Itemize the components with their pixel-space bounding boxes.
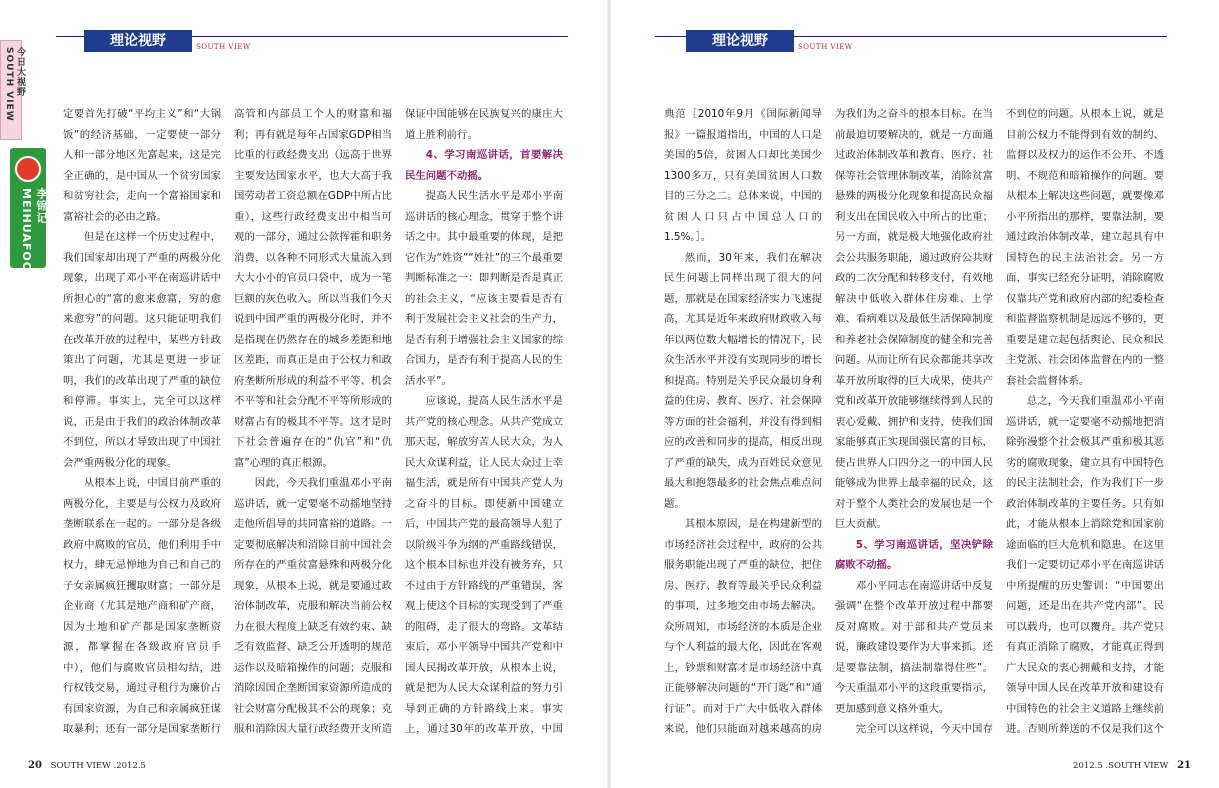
paragraph: 但是在这样一个历史过程中，我们国家却出现了严重的两极分化现象，出现了邓小平在南巡讲话中所担心的“富的愈来愈富，穷的愈来愈穷”的问题。这只能证明我们在改革开放的过程中，某些方针政策出了问题，尤其是更进一步证明，我们的改革出现了严重的缺位和停滞。事实上，完全可以这样说，正是由于我们的政治体制改革不到位，所以才导致出现了中国社会严重两极分化的现象。	[63, 231, 221, 469]
section-title: 理论视野	[686, 30, 794, 52]
section-heading: 5、学习南巡讲话，坚决铲除腐败不动摇。	[835, 538, 993, 571]
paragraph: 应该说，提高人民生活水平是共产党的核心理念。从共产党成立那天起，解放穷苦人民大众，为人民大众谋利益，让人民大众过上幸福生活，就是所有中国共产党人为之奋斗的目标。即使新中国建立后，中国共产党的最高领导人犯了以阶级斗争为纲的严重路线错误，这个根本目标也并没有被务弃，只不过由于方针路线的严重错误，客观上使这个目标的实现受到了严重的阻碍，走了很大的弯路。文革结束后，邓小平领导中国共产党和中国人民揭改革开放，从根本上说，就是把为人民大众谋利益的努力引导到正确的方针路线上来。事实上，通过30年的改革开放，中国	[405, 395, 563, 735]
paragraph: 高管和内部员工个人的财富和福利；再有就是每年占国家GDP相当比重的行政经费支出（远高于世界主要发达国家水平，也大大高于我国劳动者工资总额在GDP中所占比重），这些行政经费支出中相当可观的一部分，通过公款挥霍和职务消费，以各种不同形式大量流入到大大小小的官员口袋中，成为一笔巨额的灰色收入。所以当我们今天说到中国严重的两极分化时，并不是指现在仍然存在的城乡差距和地区差距，而真正是由于公权力和政府垄断所形成的利益不平等、机会不平等和社会分配不平等所形成的财富占有的极其不平等。这才是时下社会普遍存在的“仇官”和“仇富”心理的真正根源。	[234, 108, 392, 469]
page-footer	[1073, 760, 1197, 771]
paragraph: 从根本上说，中国目前严重的两极分化，主要是与公权力及政府垄断联系在一起的。一部分是各级政府中腐败的官员，他们利用手中权力，肆无忌惮地为自己和自己的子女亲属疯狂攫取财富；一部分是企业商（尤其是地产商和矿产商，因为土地和矿产都是国家垄断资源，都掌握在各级政府官员手中），他们与腐败官员相勾结，进行权钱交易，通过寻租行为廉价占有国家资源，为自己和亲属疯狂谋取暴利；还有一部分是国家垄断行	[63, 477, 221, 735]
section-subtitle: SOUTH VIEW	[798, 43, 853, 51]
section-title: 理论视野	[84, 30, 192, 52]
footer-text: SOUTH VIEW .2012.5	[50, 761, 146, 771]
text-column-1	[664, 104, 822, 744]
left-page	[0, 0, 609, 788]
side-tab-text: 今日大视野 SOUTH VIEW	[4, 47, 25, 122]
side-logo	[10, 148, 48, 283]
paragraph: 定要首先打破“平均主义”和“大锅饭”的经济基础，一定要使一部分人和一部分地区先富起来，这是完全正确的，是中国从一个贫穷国家和贫穷社会，走向一个富裕国家和富裕社会的必由之路。	[63, 108, 221, 223]
page-number: 21	[1177, 760, 1191, 771]
text-column-2	[234, 104, 392, 744]
paragraph: 邓小平同志在南巡讲话中反复强调“在整个改革开放过程中都要反对腐败。对干部和共产党员来说，廉政建设要作为大事来抓。还是要靠法制，搞法制靠得住些”。今天重温邓小平的这段重要指示，更加感到意义格外重大。	[835, 579, 993, 715]
page-footer	[22, 760, 146, 771]
text-column-2	[835, 104, 993, 744]
paragraph: 不到位的问题。从根本上说，就是目前公权力不能得到有效的制约、监督以及权力的运作不公开、不透明、不规范和暗箱操作的问题。要从根本上解决这些问题，就要像邓小平所指出的那样，要靠法制，要通过政治体制改革，建立起具有中国特色的民主法治社会。另一方面，事实已经充分证明，消除腐败仅靠共产党和政府内部的纪委检查和监督监察机制是远远不够的，更重要是建立起包括舆论、民众和民主党派、社会团体监督在内的一整套社会监督体系。	[1006, 108, 1164, 387]
text-column-3	[405, 104, 563, 744]
footer-text: 2012.5 .SOUTH VIEW	[1073, 761, 1169, 771]
paragraph: 总之，今天我们重温邓小平南巡讲话，就一定要毫不动摇地把消除弥漫整个社会极其严重和极其恶劣的腐败现象，建立具有中国特色的民主法制社会，作为我们下一步政治体制改革的主要任务。只有如此，才能从根本上消除党和国家前途面临的巨大危机和隐患。在这里我们一定要切记邓小平在南巡讲话中所提醒的历史警训：“中国要出问题，还是出在共产党内部”。民可以载舟，也可以覆舟。共产党只有真正消除了腐败，才能真正得到广大民众的衷心拥戴和支持，才能领导中国人民在改革开放和建设有中国特色的社会主义道路上继续前进。否则所葬送的不仅是我们这个	[1006, 395, 1164, 735]
page-number: 20	[28, 760, 42, 771]
paragraph: 典范［2010年9月《国际新闻导报》一篇报道指出，中国的人口是美国的5倍，贫困人口却比美国少1300多万，只有美国贫困人口数目的三分之二。总体来说，中国的贫困人口只占中国总人口的1.5%。］。	[664, 108, 822, 243]
right-page	[610, 0, 1219, 788]
side-tab	[0, 40, 25, 140]
paragraph: 其根本原因，是在构建新型的市场经济社会过程中，政府的公共服务职能出现了严重的缺位，把住房、医疗、教育等最关乎民众利益的事项，过多地交由市场去解决。众所周知，市场经济的本质是企业与个人利益的最大化，因此在客观上，钞票和财富才是市场经济中真正能够解决问题的“开门匙”和“通行证”。而对于广大中低收入群体来说，他们只能面对越来越高的房	[664, 518, 822, 735]
section-heading: 4、学习南巡讲话，首要解决民生问题不动摇。	[405, 149, 563, 182]
paragraph: 为我们为之奋斗的根本目标。在当前最迫切要解决的，就是一方面通过政治体制改革和教育、医疗、社保等社会管理体制改革，消除贫富悬殊的两极分化现象和提高民众福利支出在国民收入中所占的比重；另一方面，就是极大地强化政府社会公共服务职能，通过政府公共财政的二次分配和转移支付，有效地解决中低收入群体住房难、上学难、看病难以及最低生活保障制度和养老社会保障制度的健全和完善问题。从而让所有民众都能共享改革开放所取得的巨大成果，使共产党和改革开放能够继续得到人民的衷心爱戴、拥护和支持，使我们国家能够真正实现国强民富的目标，使占世界人口四分之一的中国人民能够成为世界上最幸福的民众，这对于整个人类社会的发展也是一个巨大贡献。	[835, 108, 993, 530]
paragraph: 完全可以这样说，今天中国存	[855, 723, 993, 735]
paragraph: 然而，30年来，我们在解决民生问题上同样出现了很大的问题，那就是在国家经济实力飞速提高，尤其是近年来政府财政收入每年以两位数大幅增长的情况下，民众生活水平并没有实现同步的增长和提高。特别是关乎民众最切身利益的住房、教育、医疗、社会保障等方面的社会福利，并没有得到相应的改善和同步的提高，相反出现了严重的缺失，成为百姓民众意见最大和抱怨最多的社会焦点难点问题。	[664, 251, 822, 510]
paragraph: 因此，今天我们重温邓小平南巡讲话，就一定要毫不动摇地坚持走他所倡导的共同富裕的道路。一定要彻底解决和消除目前中国社会所存在的严重贫富悬殊和两极分化现象，从根本上说，就是要通过政治体制改革，克服和解决当前公权力在很大程度上缺乏有效约束、缺乏有效监督、缺乏公开透明的规范运作以及暗箱操作的问题；克服和消除因国企垄断国家资源所造成的社会财富分配极其不公的现象；克服和消除因大量行政经费开支所造	[234, 477, 392, 735]
section-subtitle: SOUTH VIEW	[196, 43, 251, 51]
logo-mark-icon	[15, 156, 41, 182]
text-column-3	[1006, 104, 1164, 744]
paragraph: 保证中国能够在民族复兴的康庄大道上胜利前行。	[405, 108, 563, 141]
side-logo-text: 李锦记 MEIHUAFOOD	[20, 188, 48, 283]
text-column-1	[63, 104, 221, 744]
paragraph: 提高人民生活水平是邓小平南巡讲话的核心理念，贯穿于整个讲话之中。其中最重要的体现，是把它作为“姓资”“姓社”的三个最重要判断标准之一：即判断是否是真正的社会主义，“应该主要看是否有利于发展社会主义社会的生产力，是否有利于增强社会主义国家的综合国力，是否有利于提高人民的生活水平”。	[405, 190, 563, 387]
